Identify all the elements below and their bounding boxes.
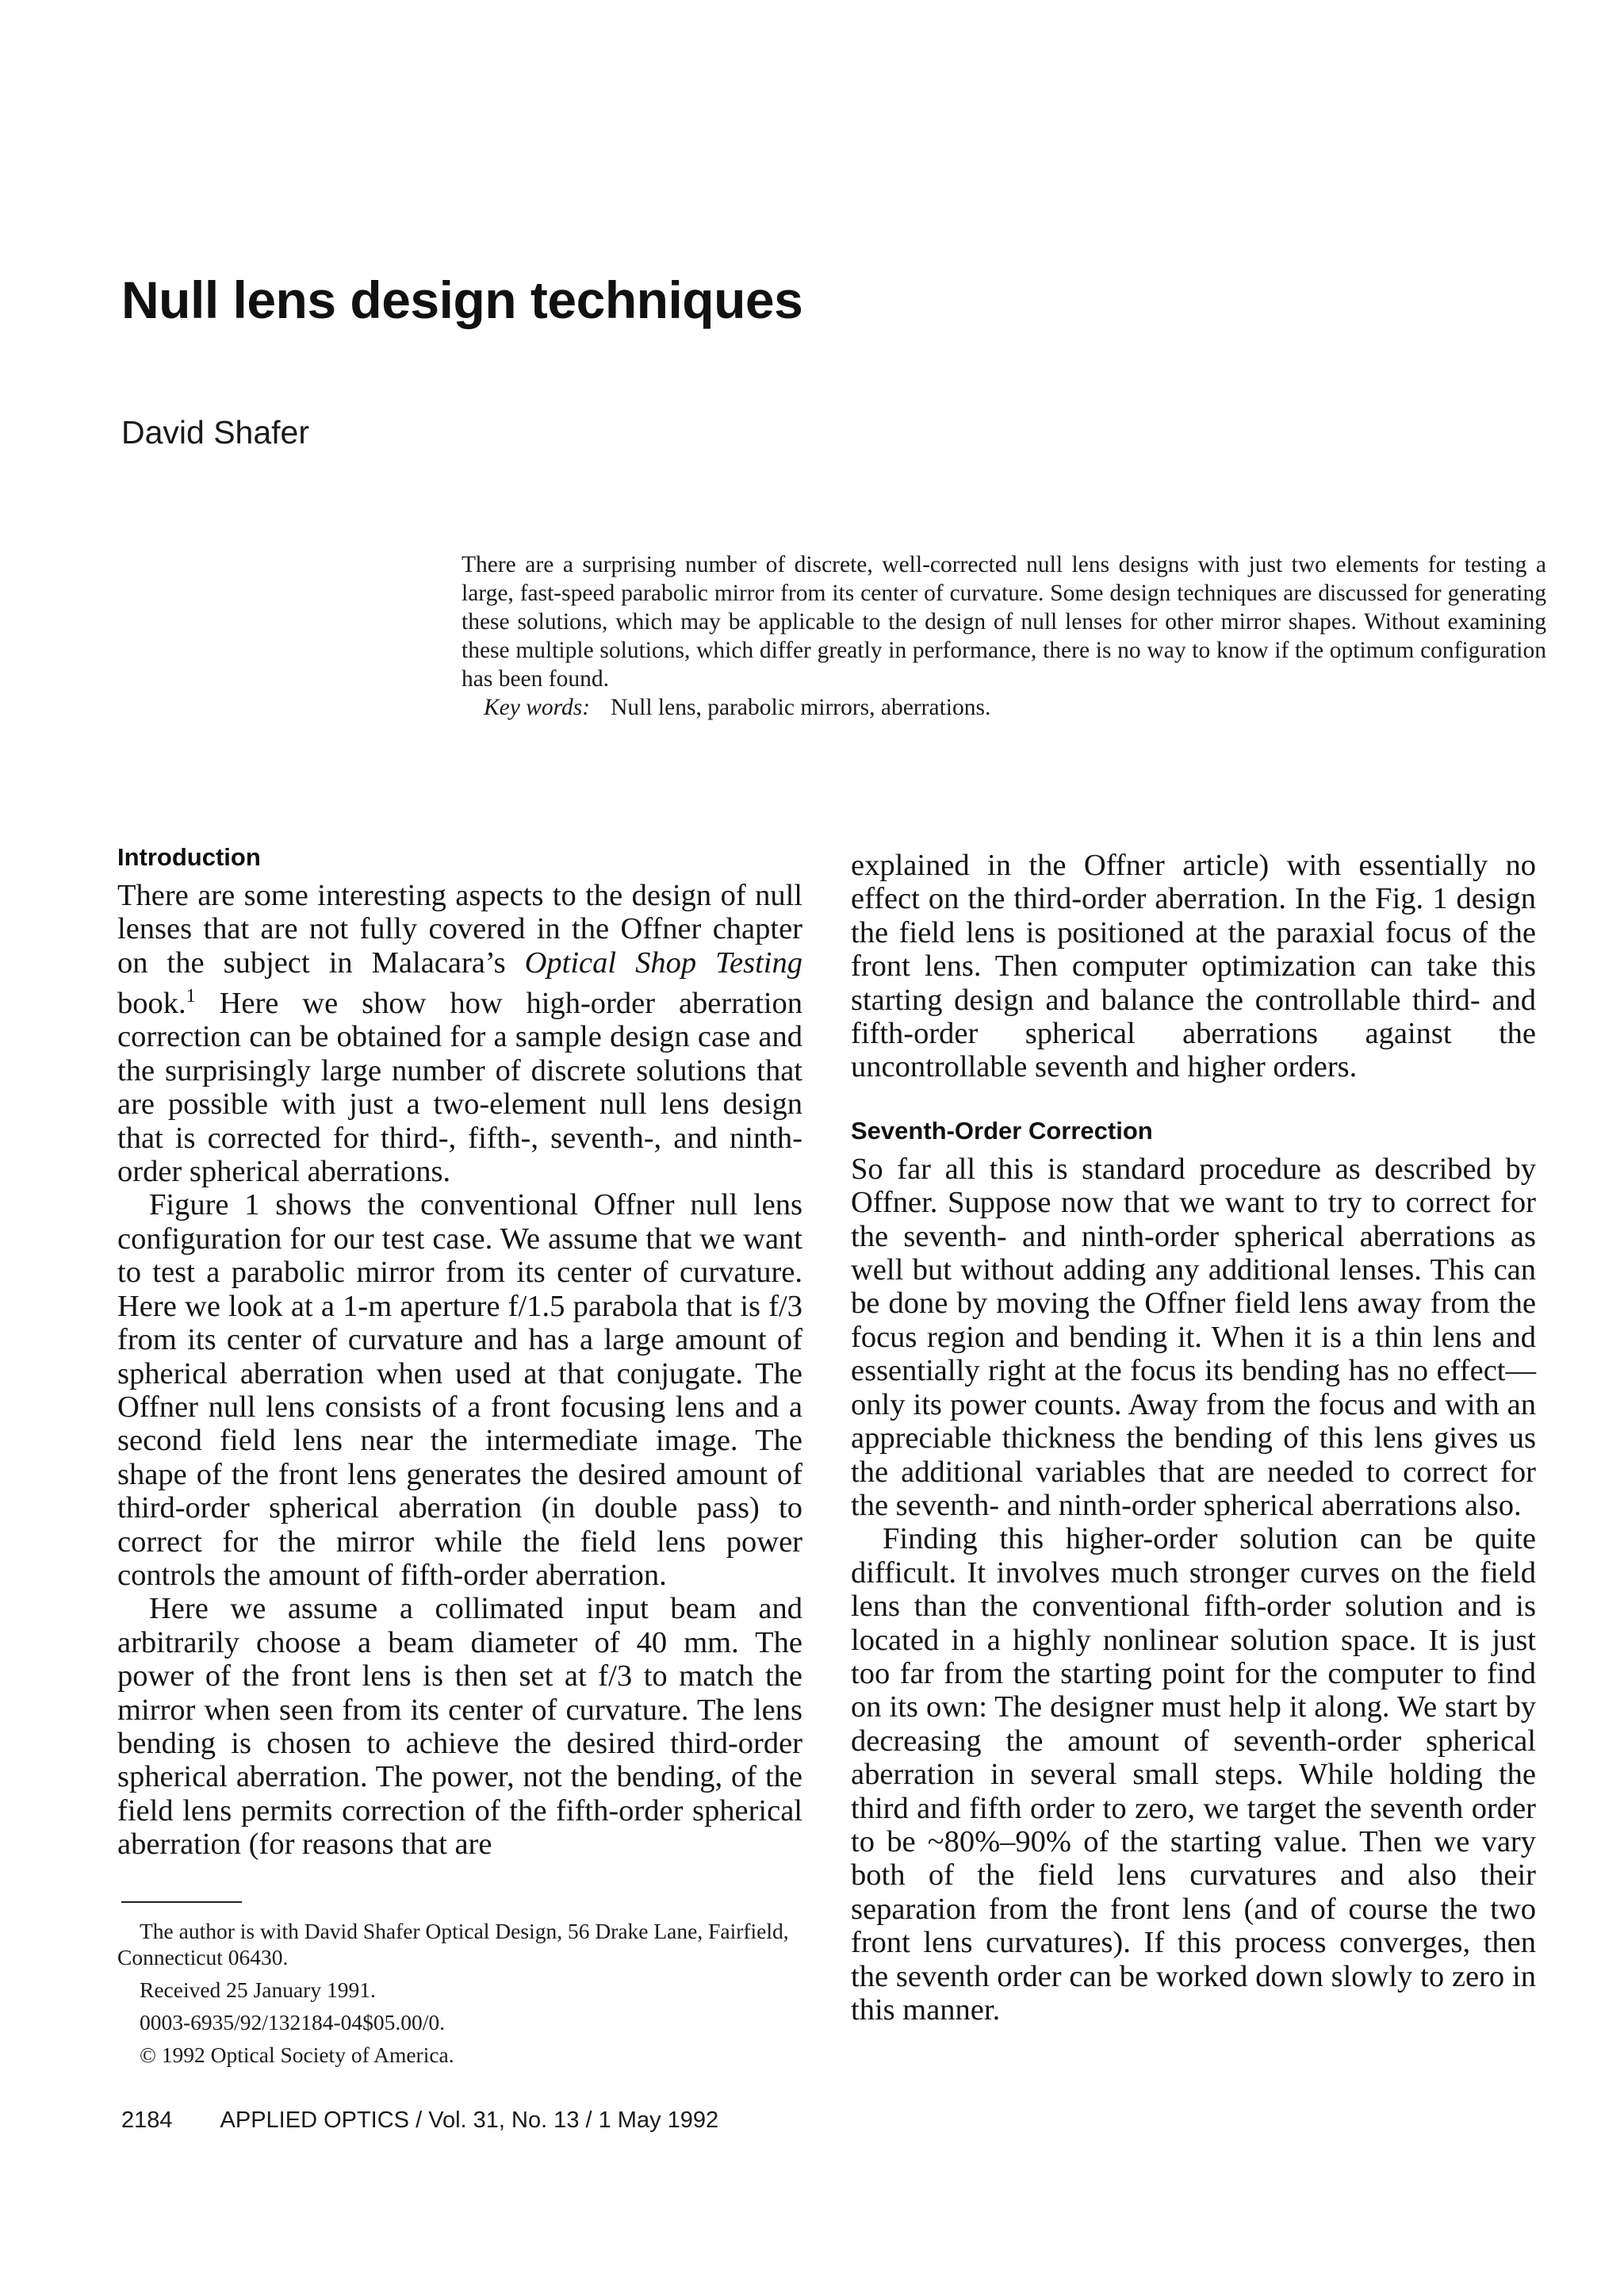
section-heading-seventh-order: Seventh-Order Correction bbox=[851, 1116, 1153, 1145]
abstract-text: There are a surprising number of discrete, well-corrected null lens designs with just two elements for testing a large, fast-speed parabolic mirror from its center of curvature. Some design techniques are discussed for generating these solutions, which may be applicable to the design of null lenses for other mirror shapes. Without examining these multiple solutions, which differ greatly in performance, there is no way to know if the optimum configuration has been found. bbox=[462, 552, 1546, 692]
intro-paragraph-continued: explained in the Offner article) with essentially no effect on the third-order aberration. In the Fig. 1 design the field lens is positioned at the paraxial focus of the front lens. Then computer optimization can take this starting design and balance the controllable third- and fifth-order spherical aberrations against the uncontrollable seventh and higher orders. bbox=[851, 849, 1536, 1084]
keywords-text: Null lens, parabolic mirrors, aberrations. bbox=[611, 695, 991, 720]
seventh-order-paragraph-1: So far all this is standard procedure as described by Offner. Suppose now that we want to try to correct for the seventh- and ninth-order spherical aberrations as well but without adding any additional lenses. This can be done by moving the Offner field lens away from the focus region and bending it. When it is a thin lens and essentially right at the focus its bending has no effect—only its power counts. Away from the focus and with an appreciable thickness the bending of this lens gives us the additional variables that are needed to correct for the seventh- and ninth-order spherical aberrations also. bbox=[851, 1152, 1536, 1522]
reference-marker: 1 bbox=[186, 986, 196, 1007]
intro-paragraph-1 bbox=[117, 879, 802, 1188]
book-title: Optical Shop Testing bbox=[524, 945, 803, 980]
keywords-label: Key words: bbox=[484, 695, 591, 720]
author-name: David Shafer bbox=[121, 414, 310, 451]
abstract bbox=[462, 550, 1546, 722]
footnote-affiliation: The author is with David Shafer Optical Design, 56 Drake Lane, Fairfield, Connecticut 06430. bbox=[117, 1919, 789, 1969]
footnote-code: 0003-6935/92/132184-04$05.00/0. bbox=[140, 2010, 445, 2035]
footnote bbox=[117, 1918, 807, 2074]
intro-p1-text-c: Here we show how high-order aberration correction can be obtained for a sample design case and the surprisingly large number of discrete solutions that are possible with just a two-element null lens design that is corrected for third-, fifth-, seventh-, and ninth-order spherical aberrations. bbox=[117, 987, 803, 1189]
intro-paragraph-2: Figure 1 shows the conventional Offner null lens configuration for our test case. We assume that we want to test a parabolic mirror from its center of curvature. Here we look at a 1-m aperture f/1.5 parabola that is f/3 from its center of curvature and has a large amount of spherical aberration when used at that conjugate. The Offner null lens consists of a front focusing lens and a second field lens near the intermediate image. The shape of the front lens generates the desired amount of third-order spherical aberration (in double pass) to correct for the mirror while the field lens power controls the amount of fifth-order aberration. bbox=[117, 1188, 802, 1592]
keywords bbox=[462, 693, 1546, 722]
intro-paragraph-3: Here we assume a collimated input beam and arbitrarily choose a beam diameter of 40 mm. The power of the front lens is then set at f/3 to match the mirror when seen from its center of curvature. The lens bending is chosen to achieve the desired third-order spherical aberration. The power, not the bending, of the field lens permits correction of the fifth-order spherical aberration (for reasons that are bbox=[117, 1592, 802, 1862]
left-column bbox=[117, 843, 803, 1862]
seventh-order-paragraph-2: Finding this higher-order solution can be quite difficult. It involves much stronger curves on the field lens than the conventional fifth-order solution and is located in a highly nonlinear solution space. It is just too far from the starting point for the computer to find on its own: The designer must help it along. We start by decreasing the amount of seventh-order spherical aberration in several small steps. While holding the third and fifth order to zero, we target the seventh order to be ~80%–90% of the starting value. Then we vary both of the field lens curvatures and also their separation from the front lens (and of course the two front lens curvatures). If this process converges, then the seventh order can be worked down slowly to zero in this manner. bbox=[851, 1522, 1536, 2027]
right-column bbox=[851, 849, 1536, 2027]
intro-p1-text-b: book. bbox=[117, 987, 186, 1021]
footnote-rule bbox=[121, 1901, 242, 1903]
section-heading-introduction: Introduction bbox=[117, 843, 261, 871]
journal-citation: APPLIED OPTICS / Vol. 31, No. 13 / 1 May 1992 bbox=[220, 2107, 719, 2133]
intro-p1-text-a: There are some interesting aspects to the design of null lenses that are not fully covered in the Offner chapter on the subject in Malacara’s bbox=[117, 879, 802, 980]
paper-title: Null lens design techniques bbox=[121, 270, 803, 329]
footnote-received: Received 25 January 1991. bbox=[140, 1977, 376, 2002]
running-footer bbox=[121, 2107, 718, 2134]
footnote-copyright: © 1992 Optical Society of America. bbox=[140, 2042, 454, 2067]
page-number: 2184 bbox=[121, 2107, 173, 2133]
